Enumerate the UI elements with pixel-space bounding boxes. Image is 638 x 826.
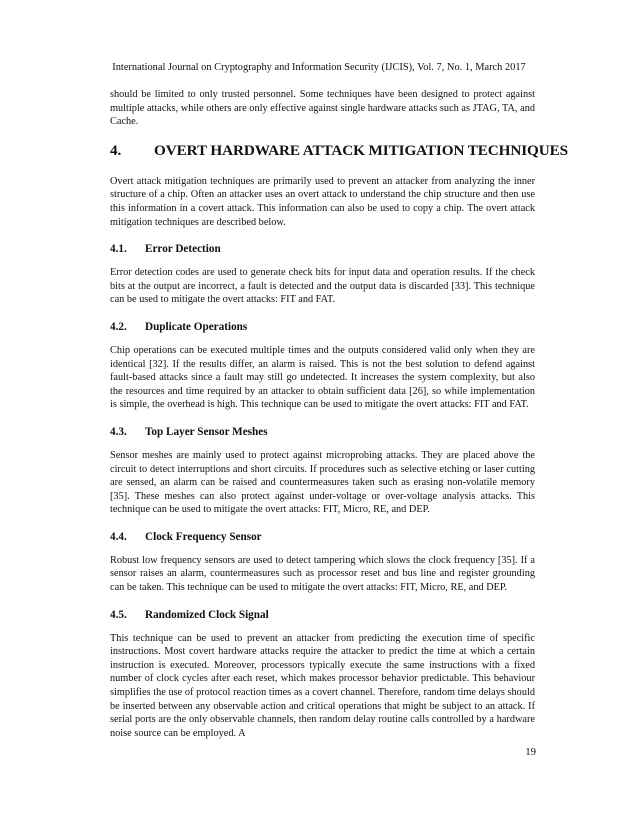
subsection-paragraph-4-4: Robust low frequency sensors are used to detect tampering which slows the clock frequency [35]. If a sensor raises an alarm, countermeasures such as processor reset and bus line and register grounding can be taken. This technique can be used to mitigate the overt attacks: FIT, Micro, RE, and DEP. bbox=[110, 554, 535, 594]
subsection-heading-4-4 bbox=[110, 530, 535, 544]
subsection-title: Top Layer Sensor Meshes bbox=[145, 425, 268, 438]
subsection-heading-4-5 bbox=[110, 608, 535, 622]
running-header: International Journal on Cryptography and Information Security (IJCIS), Vol. 7, No. 1, March 2017 bbox=[112, 62, 526, 73]
section-heading bbox=[110, 141, 569, 160]
subsection-number: 4.3. bbox=[110, 425, 127, 438]
subsection-title: Randomized Clock Signal bbox=[145, 608, 269, 621]
section-title: OVERT HARDWARE ATTACK MITIGATION TECHNIQUES bbox=[154, 141, 569, 159]
subsection-heading-4-1 bbox=[110, 242, 535, 256]
section-number: 4. bbox=[110, 141, 122, 159]
subsection-paragraph-4-2: Chip operations can be executed multiple times and the outputs considered valid only when they are identical [32]. If the results differ, an alarm is raised. This is not the best solution to defend against fault-based attacks since a fault may still go undetected. It increases the system complexity, but also the resources and time required by an attacker to obtain sufficient data [26], so while implementation is simple, the overhead is high. This technique can be used to mitigate the overt attacks: FIT and FAT. bbox=[110, 344, 535, 411]
intro-paragraph: should be limited to only trusted personnel. Some techniques have been designed to protect against multiple attacks, while others are only effective against single hardware attacks such as JTAG, TA, and Cache. bbox=[110, 89, 535, 128]
subsection-heading-4-2 bbox=[110, 320, 535, 334]
subsection-paragraph-4-3: Sensor meshes are mainly used to protect against microprobing attacks. They are placed above the circuit to detect interruptions and short circuits. If procedures such as selective etching or laser cutting are sensed, an alarm can be raised and countermeasures taken such as erasing non-volatile memory [35]. These meshes can also protect against under-voltage or over-voltage analysis attacks. This technique can be used to mitigate the overt attacks: FIT, Micro, RE, and DEP. bbox=[110, 449, 535, 516]
subsection-heading-4-3 bbox=[110, 425, 535, 439]
page-content bbox=[110, 88, 569, 740]
subsection-number: 4.4. bbox=[110, 530, 127, 543]
section-paragraph: Overt attack mitigation techniques are primarily used to prevent an attacker from analyzing the inner structure of a chip. Often an attacker uses an overt attack to understand the chip structure and then use this information in a covert attack. This information can also be used to copy a chip. The overt attack mitigation techniques are described below. bbox=[110, 175, 535, 228]
subsection-number: 4.5. bbox=[110, 608, 127, 621]
page-number: 19 bbox=[525, 746, 536, 758]
subsection-title: Error Detection bbox=[145, 243, 221, 256]
subsection-title: Duplicate Operations bbox=[145, 320, 248, 333]
subsection-title: Clock Frequency Sensor bbox=[145, 530, 262, 543]
subsection-paragraph-4-5: This technique can be used to prevent an attacker from predicting the execution time of specific instructions. Most covert hardware attacks require the attacker to predict the time at which a certain instruction is executed. Moreover, processors typically execute the same instructions with a fixed number of clock cycles after each reset, which makes processor behavior predictable. This behaviour simplifies the use of protocol reaction times as a covert channel. Therefore, random time delays should be inserted between any observable action and critical operations that might be subject to an attack. If serial ports are the only observable channels, then random delay routine calls controlled by a hardware noise source can be employed. A bbox=[110, 632, 535, 739]
subsection-number: 4.1. bbox=[110, 243, 127, 256]
subsection-paragraph-4-1: Error detection codes are used to generate check bits for input data and operation results. If the check bits at the output are incorrect, a fault is detected and the output data is discarded [33]. This technique can be used to mitigate the overt attacks: FIT and FAT. bbox=[110, 267, 535, 306]
subsection-number: 4.2. bbox=[110, 320, 127, 333]
